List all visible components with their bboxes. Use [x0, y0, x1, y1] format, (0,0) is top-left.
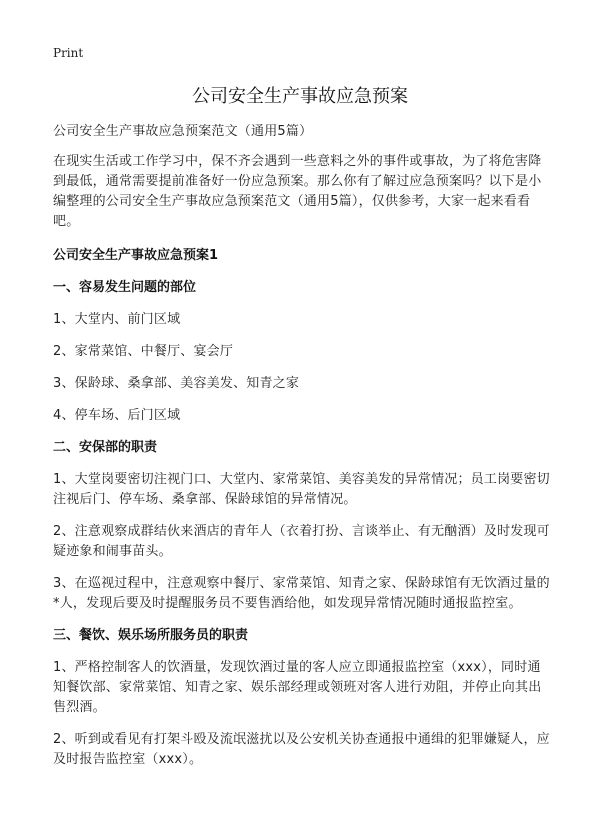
list-item: 3、在巡视过程中，注意观察中餐厅、家常菜馆、知青之家、保龄球馆有无饮酒过量的*人，发现后要及时提醒服务员不要售酒给他，如发现异常情况随时通报监控室。	[53, 576, 550, 611]
list-item: 1、大堂岗要密切注视门口、大堂内、家常菜馆、美容美发的异常情况；员工岗要密切注视后门、停车场、桑拿部、保龄球馆的异常情况。	[53, 472, 550, 507]
part-heading: 三、餐饮、娱乐场所服务员的职责	[53, 628, 249, 643]
list-item: 4、停车场、后门区域	[53, 408, 181, 423]
intro-paragraph: 在现实生活或工作学习中，保不齐会遇到一些意料之外的事件或事故，为了将危害降到最低，通常需要提前准备好一份应急预案。那么你有了解过应急预案吗？以下是小编整理的公司安全生产事故应急预案范文（通用5篇），仅供参考，大家一起来看看吧。	[53, 154, 542, 229]
document-title: 公司安全生产事故应急预案	[192, 86, 408, 107]
document-body	[53, 122, 553, 782]
list-item: 1、大堂内、前门区域	[53, 312, 181, 327]
list-item: 3、保龄球、桑拿部、美容美发、知青之家	[53, 376, 300, 391]
list-item: 2、注意观察成群结伙来酒店的青年人（衣着打扮、言谈举止、有无酗酒）及时发现可疑迹象和闹事苗头。	[53, 524, 550, 559]
list-item: 1、严格控制客人的饮酒量，发现饮酒过量的客人应立即通报监控室（xxx），同时通知餐饮部、家常菜馆、知青之家、娱乐部经理或领班对客人进行劝阻，并停止向其出售烈酒。	[53, 660, 542, 715]
print-label: Print	[53, 46, 84, 60]
list-item: 2、家常菜馆、中餐厅、宴会厅	[53, 344, 234, 359]
list-item: 2、听到或看见有打架斗殴及流氓滋扰以及公安机关协查通报中通缉的犯罪嫌疑人，应及时报告监控室（xxx）。	[53, 732, 550, 767]
document-subtitle: 公司安全生产事故应急预案范文（通用5篇）	[53, 124, 313, 139]
part-heading: 一、容易发生问题的部位	[53, 280, 197, 295]
section-title: 公司安全生产事故应急预案1	[53, 248, 219, 263]
part-heading: 二、安保部的职责	[53, 440, 158, 455]
